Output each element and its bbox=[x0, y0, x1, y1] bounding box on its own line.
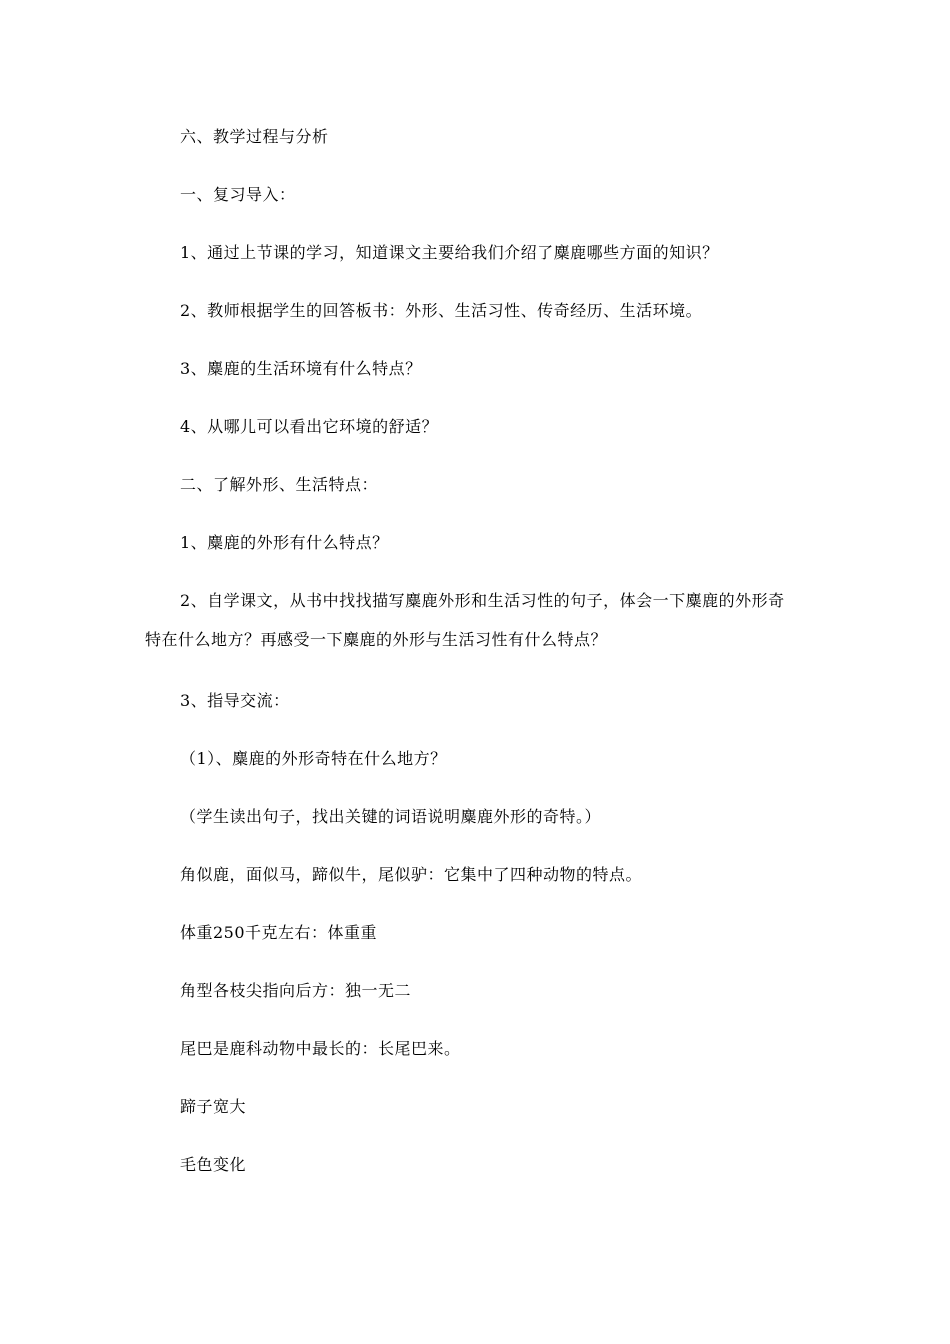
subheading-appearance: 二、了解外形、生活特点： bbox=[180, 475, 379, 494]
paragraph-6-line-1: 2、自学课文，从书中找找描写麋鹿外形和生活习性的句子，体会一下麋鹿的外形奇 bbox=[180, 591, 785, 610]
feature-summary: 角似鹿，面似马，蹄似牛，尾似驴：它集中了四种动物的特点。 bbox=[180, 865, 643, 884]
section-heading-teaching-process: 六、教学过程与分析 bbox=[180, 127, 329, 146]
paragraph-2: 2、教师根据学生的回答板书：外形、生活习性、传奇经历、生活环境。 bbox=[180, 301, 703, 320]
paragraph-4: 4、从哪儿可以看出它环境的舒适？ bbox=[180, 417, 439, 436]
paragraph-3: 3、麋鹿的生活环境有什么特点？ bbox=[180, 359, 422, 378]
feature-weight: 体重250千克左右：体重重 bbox=[180, 923, 378, 942]
paragraph-6 bbox=[145, 591, 785, 650]
feature-tail: 尾巴是鹿科动物中最长的：长尾巴来。 bbox=[180, 1039, 461, 1058]
paragraph-1: 1、通过上节课的学习，知道课文主要给我们介绍了麋鹿哪些方面的知识？ bbox=[180, 243, 719, 262]
feature-antlers: 角型各枝尖指向后方：独一无二 bbox=[180, 981, 412, 1000]
feature-hooves: 蹄子宽大 bbox=[180, 1097, 247, 1116]
paragraph-7: 3、指导交流： bbox=[180, 691, 290, 710]
paragraph-6-line-2: 特在什么地方？再感受一下麋鹿的外形与生活习性有什么特点？ bbox=[145, 630, 608, 649]
question-1: （1）、麋鹿的外形奇特在什么地方？ bbox=[180, 749, 447, 768]
subheading-review: 一、复习导入： bbox=[180, 185, 296, 204]
paragraph-5: 1、麋鹿的外形有什么特点？ bbox=[180, 533, 389, 552]
note-students: （学生读出句子，找出关键的词语说明麋鹿外形的奇特。） bbox=[180, 807, 602, 826]
feature-coat: 毛色变化 bbox=[180, 1155, 247, 1174]
